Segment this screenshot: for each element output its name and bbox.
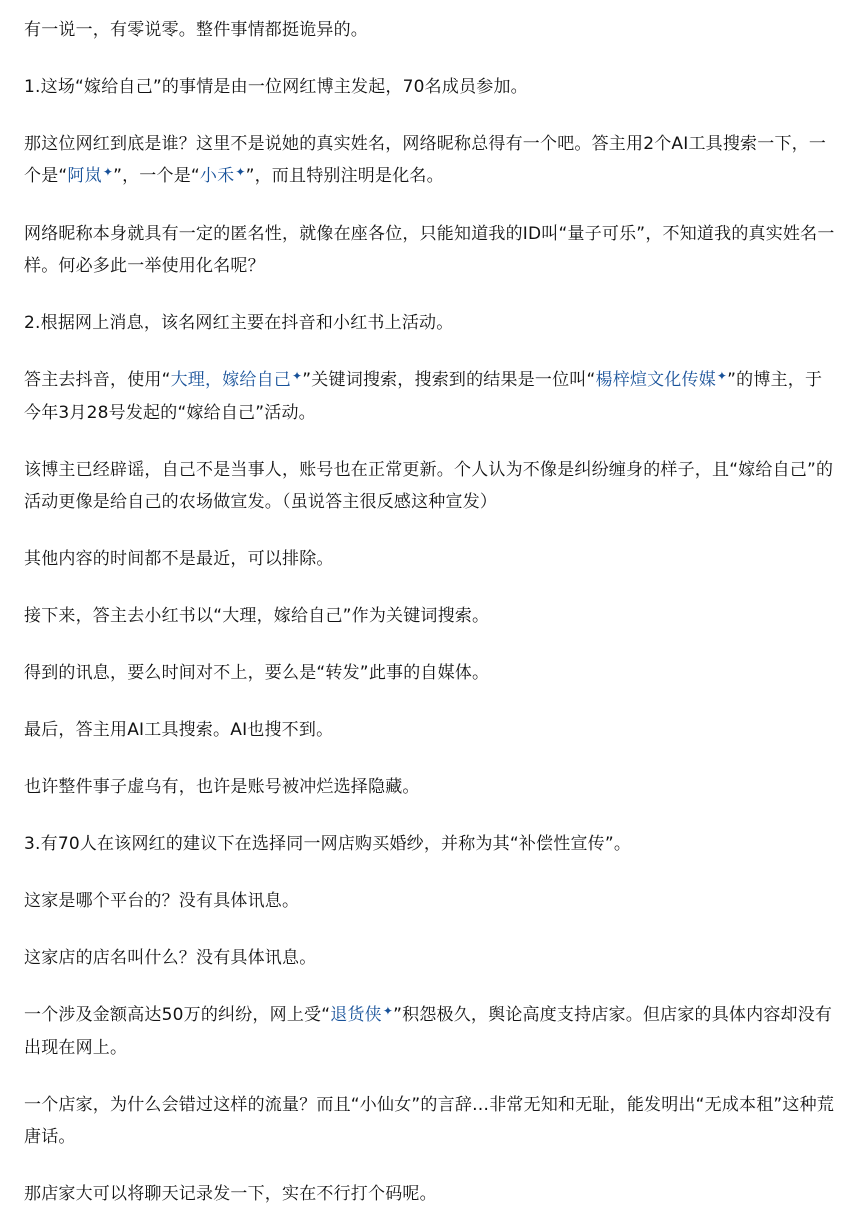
paragraph-4 — [24, 218, 839, 282]
search-spark-icon: ✦ — [292, 369, 303, 383]
paragraph-3 — [24, 128, 839, 193]
paragraph-text: 2.根据网上消息，该名网红主要在抖音和小红书上活动。 — [24, 313, 454, 333]
paragraph-text: ”，而且特别注明是化名。 — [245, 166, 444, 186]
paragraph-13 — [24, 828, 839, 860]
paragraph-text: 得到的讯息，要么时间对不上，要么是“转发”此事的自媒体。 — [24, 663, 490, 683]
paragraph-text: ”，一个是“ — [113, 166, 200, 186]
paragraph-10 — [24, 657, 839, 689]
paragraph-text: 一个涉及金额高达50万的纠纷，网上受“ — [24, 1005, 331, 1025]
paragraph-12 — [24, 771, 839, 803]
search-link-alan[interactable]: 阿岚✦ — [67, 165, 114, 186]
paragraph-11 — [24, 714, 839, 746]
paragraph-text: 网络昵称本身就具有一定的匿名性，就像在座各位，只能知道我的ID叫“量子可乐”，不知道我的真实姓名一样。何必多此一举使用化名呢？ — [24, 224, 835, 276]
search-link-tuihuoxia[interactable]: 退货侠✦ — [330, 1004, 394, 1025]
search-link-xiaohe[interactable]: 小禾✦ — [199, 165, 246, 186]
paragraph-16 — [24, 999, 839, 1064]
search-spark-icon: ✦ — [102, 165, 114, 179]
paragraph-text: ”积怨极久，舆论高度支持店家。但店家的具体内容却没有出现在网上。 — [24, 1005, 833, 1058]
paragraph-text: 其他内容的时间都不是最近，可以排除。 — [24, 549, 334, 569]
paragraph-text: 该博主已经辟谣，自己不是当事人，账号也在正常更新。个人认为不像是纠纷缠身的样子，且“嫁给自己”的活动更像是给自己的农场做宣发。（虽说答主很反感这种宣发） — [24, 460, 834, 512]
answer-content — [24, 14, 839, 1210]
search-spark-icon: ✦ — [716, 369, 728, 383]
paragraph-14 — [24, 885, 839, 917]
paragraph-6 — [24, 364, 839, 429]
paragraph-text: 这家店的店名叫什么？没有具体讯息。 — [24, 948, 317, 968]
paragraph-text: 也许整件事子虚乌有，也许是账号被冲烂选择隐藏。 — [24, 777, 420, 797]
paragraph-8 — [24, 543, 839, 575]
paragraph-text: 3.有70人在该网红的建议下在选择同一网店购买婚纱，并称为其“补偿性宣传”。 — [24, 834, 632, 854]
paragraph-text: ”的博主，于今年3月28号发起的“嫁给自己”活动。 — [24, 370, 823, 423]
paragraph-text: 一个店家，为什么会错过这样的流量？而且“小仙女”的言辞…非常无知和无耻，能发明出“无成本租”这种荒唐话。 — [24, 1095, 835, 1147]
search-spark-icon: ✦ — [235, 165, 246, 179]
paragraph-2 — [24, 71, 839, 103]
paragraph-text: 有一说一，有零说零。整件事情都挺诡异的。 — [24, 20, 368, 40]
paragraph-text: 那店家大可以将聊天记录发一下，实在不行打个码呢。 — [24, 1184, 437, 1204]
search-link-yangzixuan[interactable]: 楊梓煊文化传媒✦ — [595, 369, 728, 390]
paragraph-17 — [24, 1089, 839, 1153]
paragraph-18 — [24, 1178, 839, 1210]
paragraph-text: 1.这场“嫁给自己”的事情是由一位网红博主发起，70名成员参加。 — [24, 77, 528, 97]
paragraph-text: 接下来，答主去小红书以“大理，嫁给自己”作为关键词搜索。 — [24, 606, 490, 626]
paragraph-1 — [24, 14, 839, 46]
paragraph-text: 那这位网红到底是谁？这里不是说她的真实姓名，网络昵称总得有一个吧。答主用2个AI工具搜索一下，一个是“ — [24, 134, 827, 186]
paragraph-9 — [24, 600, 839, 632]
paragraph-text: ”关键词搜索，搜索到的结果是一位叫“ — [302, 370, 596, 390]
search-link-dali[interactable]: 大理，嫁给自己✦ — [170, 369, 303, 390]
paragraph-text: 这家是哪个平台的？没有具体讯息。 — [24, 891, 300, 911]
paragraph-15 — [24, 942, 839, 974]
paragraph-7 — [24, 454, 839, 518]
paragraph-text: 最后，答主用AI工具搜索。AI也搜不到。 — [24, 720, 334, 740]
paragraph-5 — [24, 307, 839, 339]
search-spark-icon: ✦ — [382, 1004, 394, 1018]
paragraph-text: 答主去抖音，使用“ — [24, 370, 171, 390]
